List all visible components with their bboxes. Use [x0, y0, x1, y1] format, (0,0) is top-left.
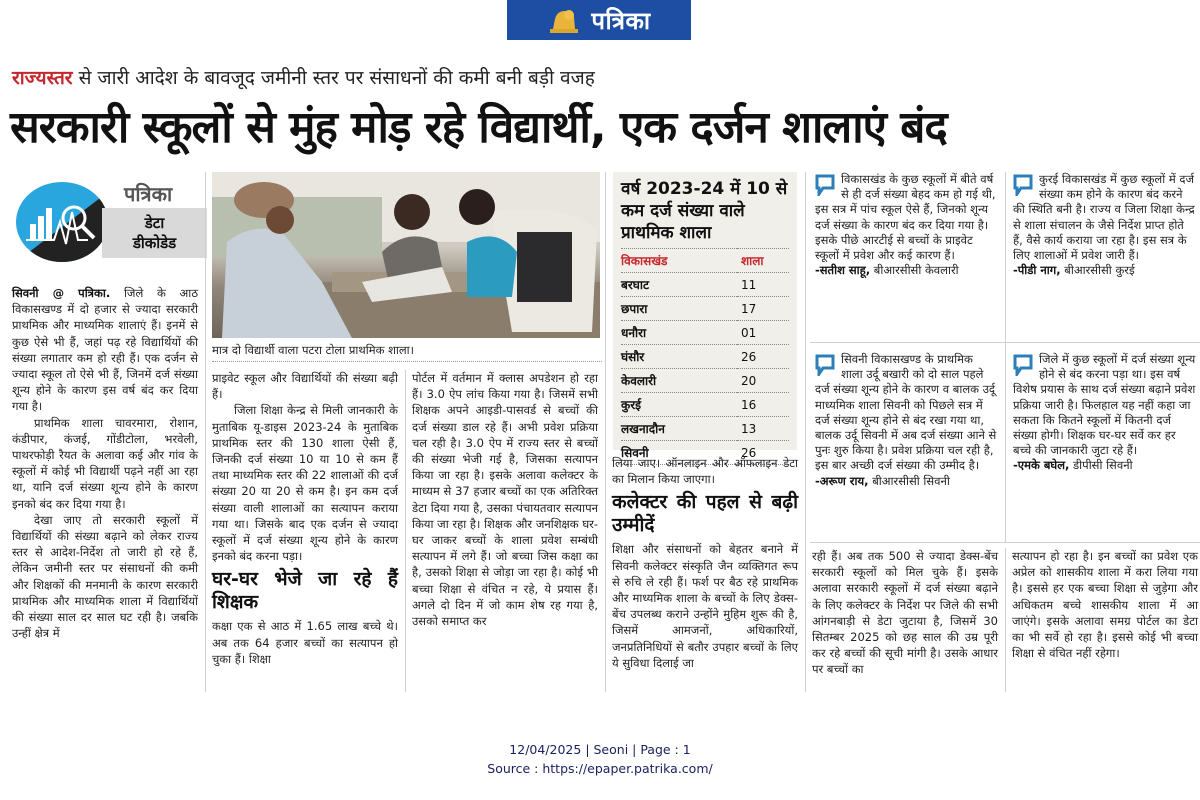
quote-role: बीआरसीसी केवलारी: [870, 263, 959, 278]
masthead-logo: [507, 0, 691, 40]
column-divider: [605, 172, 606, 692]
block-name: छपारा: [621, 297, 737, 321]
subheading: घर-घर भेजे जा रहे हैं शिक्षक: [212, 568, 398, 614]
quote-author: -एमके बघेल,: [1013, 458, 1070, 473]
paragraph: पोर्टल में वर्तमान में क्लास अपडेशन हो रहा हैं। 3.0 ऐप लांच किया गया है। जिसमें सभी शिक्षक अपने आइडी-पासवर्ड से बच्चों की दर्ज संख्या डाल रहे हैं। अभी प्रवेश प्रक्रिया चल रही है। 3.0 ऐप में राज्य स्तर से बच्चों की संख्या भेजी गई है, जिसका सत्यापन किया जा रहा है। इसके अलावा कलेक्टर के माध्यम से 37 हजार बच्चों का एक अतिरिक्त डेटा दिया गया है, उसका पंचायतवार सत्यापन किया जा रहा है। शिक्षक और जनशिक्षक घर-घर जाकर बच्चों के शाला प्रवेश सम्बंधी सत्यापन में लगे हैं। जो बच्चा जिस कक्षा का है, उसको शिक्षा से जोड़ा जा रहा है। कोई भी बच्चा शिक्षा से वंचित न रहे, ये प्रयास हैं। अगले दो दिन में जो काम शेष रह गया है, उसको समाप्त कर: [412, 371, 598, 629]
page-footer: [0, 740, 1200, 778]
school-count: 20: [737, 369, 789, 393]
quote-text: जिले में कुछ स्कूलों में दर्ज संख्या शून्य होने से बंद करना पड़ा था। इस वर्ष विशेष प्रयास के साथ दर्ज संख्या बढ़ाने प्रवेश प्रक्रिया जारी है। फिलहाल यह नहीं कहा जा सकता कि कितने स्कूलों में कितनी दर्ज संख्या होगी। शिक्षक घर-घर सर्वे कर हर बच्चे की जानकारी जुटा रहे हैं।: [1013, 352, 1196, 458]
article-body-col1: [12, 285, 198, 641]
block-name: बरघाट: [621, 273, 737, 297]
lion-emblem-icon: [547, 5, 581, 35]
page-headline: सरकारी स्कूलों से मुंह मोड़ रहे विद्यार्थी, एक दर्जन शालाएं बंद: [10, 102, 947, 153]
dateline: सिवनी @ पत्रिका.: [12, 286, 111, 300]
quote-role: डीपीसी सिवनी: [1069, 458, 1133, 473]
table-header-row: [621, 249, 789, 273]
column-divider: [205, 172, 206, 692]
school-count: 01: [737, 321, 789, 345]
paragraph: जिले के आठ विकासखण्ड में दो हजार से ज्यादा सरकारी प्राथमिक और माध्यमिक शालाएं हैं। इनमें से कुछ ऐसे भी हैं, जहां पढ़ रहे विद्यार्थियों की संख्या लगातार कम हो रही हैं। एक दर्जन से ज्यादा स्कूल तो ऐसे भी हैं, जिनमें दर्ज संख्या शून्य होने के कारण इस वर्ष बंद कर दिया गया है।: [12, 286, 198, 414]
article-photo: [212, 172, 600, 338]
data-decoded-line2: डीकोडेड: [132, 234, 177, 252]
quote-text: सिवनी विकासखण्ड के प्राथमिक शाला उर्दू बखारी को दो साल पहले दर्ज संख्या शून्य होने के कारण व बालक उर्दू माध्यमिक शाला सिवनी को पिछले सत्र में दर्ज संख्या शून्य होने से बंद रखा गया था, बालक उर्दू सिवनी में अब दर्ज संख्या आने से पुनः शुरु किया है। प्रवेश प्रक्रिया चल रही है, इस बार अच्छी दर्ज संख्या की उम्मीद है।: [815, 352, 997, 473]
block-name: सिवनी: [621, 441, 737, 465]
column-divider: [1005, 548, 1006, 692]
school-count: 26: [737, 345, 789, 369]
photo-caption: मात्र दो विद्यार्थी वाला पटरा टोला प्राथमिक शाला।: [212, 343, 602, 362]
section-divider: [810, 542, 1200, 543]
table-row: [621, 417, 789, 441]
quote-box: [1013, 352, 1196, 474]
paragraph: रही हैं। अब तक 500 से ज्यादा डेक्स-बेंच सरकारी स्कूलों को मिल चुके हैं। इसके अलावा सरकारी स्कूलों में दर्ज संख्या बढ़ाने के लिए कलेक्टर के निर्देश पर जिले की सभी आंगनबाड़ी से डेटा जुटाया है, जिसमें 30 सितम्बर 2025 को छह साल की उम्र पूरी कर रहे बच्चों की सूची मांगी है। उसके आधार पर बच्चों का: [812, 549, 998, 677]
block-name: लखनादौन: [621, 417, 737, 441]
quote-author: -पीडी नाग,: [1013, 263, 1061, 278]
paragraph: प्राथमिक शाला चावरमारा, रोशान, कंडीपार, कंजई, गोंडीटोला, भरवेली, पाथरफोड़ी रैयत के अलावा कई और गांव के स्कूलों में कोई भी विद्यार्थी पढ़ने नहीं आ रहा था, यानि दर्ज संख्या शून्य होने के कारण इनको बंद कर दिया गया है।: [12, 415, 198, 511]
table-header: शाला: [737, 249, 789, 273]
paragraph: कक्षा एक से आठ में 1.65 लाख बच्चे थे। अब तक 64 हजार बच्चों का सत्यापन हो चुका हैं। शिक्षा: [212, 619, 398, 666]
speech-bubble-icon: [1013, 174, 1033, 196]
data-table-box: [613, 172, 797, 460]
school-count: 11: [737, 273, 789, 297]
table-row: [621, 297, 789, 321]
quote-role: बीआरसीसी सिवनी: [868, 473, 950, 488]
paragraph: लिया जाए। ऑनलाइन और ऑफलाइन डेटा का मिलान किया जाएगा।: [612, 456, 798, 487]
column-1: [12, 170, 198, 641]
schools-table: [621, 248, 789, 465]
column-divider: [805, 172, 806, 692]
table-header: विकासखंड: [621, 249, 737, 273]
masthead-brand: पत्रिका: [591, 6, 651, 35]
column-divider: [1005, 172, 1006, 542]
article-body-col6: [1012, 548, 1198, 661]
block-name: धनौरा: [621, 321, 737, 345]
article-body-col5: [812, 548, 998, 678]
speech-bubble-icon: [815, 354, 835, 376]
block-name: केवलारी: [621, 369, 737, 393]
quote-text: कुरई विकासखंड में कुछ स्कूलों में दर्ज संख्या कम होने के कारण बंद करने की स्थिति बनी है। राज्य व जिला शिक्षा केन्द्र से शाला संचालन के जैसे निर्देश प्राप्त होते हैं, वैसे कार्य कराया जा रहा है। इस सत्र के लिए शालाओं में प्रवेश जारी हैं।: [1013, 172, 1195, 263]
quote-role: बीआरसीसी कुरई: [1060, 263, 1135, 278]
data-decoded-line1: डेटा: [144, 214, 165, 232]
school-count: 26: [737, 441, 789, 465]
school-count: 13: [737, 417, 789, 441]
block-name: घंसौर: [621, 345, 737, 369]
source-link[interactable]: Source : https://epaper.patrika.com/: [487, 761, 713, 776]
paragraph: प्राइवेट स्कूल और विद्यार्थियों की संख्या बढ़ी हैं।: [212, 371, 398, 402]
table-row: [621, 345, 789, 369]
quote-author: -अरूण राय,: [815, 473, 869, 488]
quote-box: [815, 172, 998, 278]
block-name: कुरई: [621, 393, 737, 417]
school-count: 16: [737, 393, 789, 417]
kicker-text: से जारी आदेश के बावजूद जमीनी स्तर पर संसाधनों की कमी बनी बड़ी वजह: [72, 67, 595, 89]
paragraph: देखा जाए तो सरकारी स्कूलों में विद्यार्थियों की संख्या बढ़ाने को लेकर राज्य स्तर से आदेश-निर्देश तो जारी हो रहे हैं, लेकिन जमीनी स्तर पर संसाधनों की कमी और शिक्षकों की मनमानी के कारण सरकारी प्राथमिक और माध्यमिक शाला में विद्यार्थियों की संख्या साल दर साल घट रही है। जबकि उन्हीं क्षेत्र में: [12, 512, 198, 641]
subheading: कलेक्टर की पहल से बढ़ी उम्मीदें: [612, 491, 798, 537]
speech-bubble-icon: [815, 174, 835, 196]
table-row: [621, 393, 789, 417]
column-divider: [405, 370, 406, 692]
table-title: वर्ष 2023-24 में 10 से कम दर्ज संख्या वाले प्राथमिक शाला: [621, 179, 788, 243]
data-decoded-brand: पत्रिका: [124, 182, 173, 206]
table-row: [621, 273, 789, 297]
paragraph: सत्यापन हो रहा है। इन बच्चों का प्रवेश एक अप्रेल को शासकीय शाला में करा लिया गया है। इससे हर एक बच्चा शिक्षा से जुड़ेगा और अधिकतम बच्चे शासकीय शाला में आ जाएंगे। इसके अलावा समग्र पोर्टल का डेटा का भी सर्वे हो रहा है। इससे कोई भी बच्चा शिक्षा से वंचित नहीं रहेगा।: [1012, 549, 1198, 661]
kicker-line: [12, 64, 595, 90]
table-row: [621, 321, 789, 345]
quote-text: विकासखंड के कुछ स्कूलों में बीते वर्ष से ही दर्ज संख्या बेहद कम हो गई थी, इस सत्र में पांच स्कूल ऐसे हैं, जिनको शून्य दर्ज संख्या के कारण बंद कर दिया गया है। इसके पीछे आरटीई से बच्चों के प्राइवेट स्कूलों में प्रवेश और कई कारण हैं।: [815, 172, 996, 263]
article-body-col3: [412, 370, 598, 629]
edition-info: 12/04/2025 | Seoni | Page : 1: [509, 742, 691, 757]
speech-bubble-icon: [1013, 354, 1033, 376]
quote-box: [1013, 172, 1196, 278]
section-divider: [810, 342, 1200, 343]
quote-author: -सतीश साहू,: [815, 263, 871, 278]
data-decoded-badge: [12, 170, 198, 285]
table-row: [621, 369, 789, 393]
article-body-col2: [212, 370, 398, 667]
chart-magnifier-icon: [16, 182, 108, 262]
school-count: 17: [737, 297, 789, 321]
paragraph: जिला शिक्षा केन्द्र से मिली जानकारी के मुताबिक यू-डाइस 2023-24 के मुताबिक प्राथमिक स्तर की 130 शाला ऐसी हैं, जिनकी दर्ज संख्या 10 या 10 से कम हैं तथा माध्यमिक स्तर की 22 शालाओं की दर्ज संख्या 20 या 20 से कम है। इन कम दर्ज संख्या वाली शालाओं का सत्यापन कराया गया था। जिसके बाद एक दर्जन से ज्यादा स्कूलों में दर्ज संख्या शून्य होने के कारण इनको बंद करना पड़ा।: [212, 403, 398, 564]
kicker-accent: राज्यस्तर: [12, 67, 73, 89]
quote-box: [815, 352, 998, 489]
paragraph: शिक्षा और संसाधनों को बेहतर बनाने में सिवनी कलेक्टर संस्कृति जैन व्यक्तिगत रूप से रुचि ले रही हैं। फर्श पर बैठ रहे प्राथमिक और माध्यमिक शाला के बच्चों के लिए डेक्स-बेंच उपलब्ध कराने उन्होंने मुहिम शुरू की है, जिसमें आमजनों, अधिकारियों, जनप्रतिनिधियों से बतौर उपहार बच्चों के लिए ये सुविधा दिलाई जा: [612, 542, 798, 670]
article-body-col4: [612, 455, 798, 671]
data-decoded-label: [102, 208, 207, 258]
